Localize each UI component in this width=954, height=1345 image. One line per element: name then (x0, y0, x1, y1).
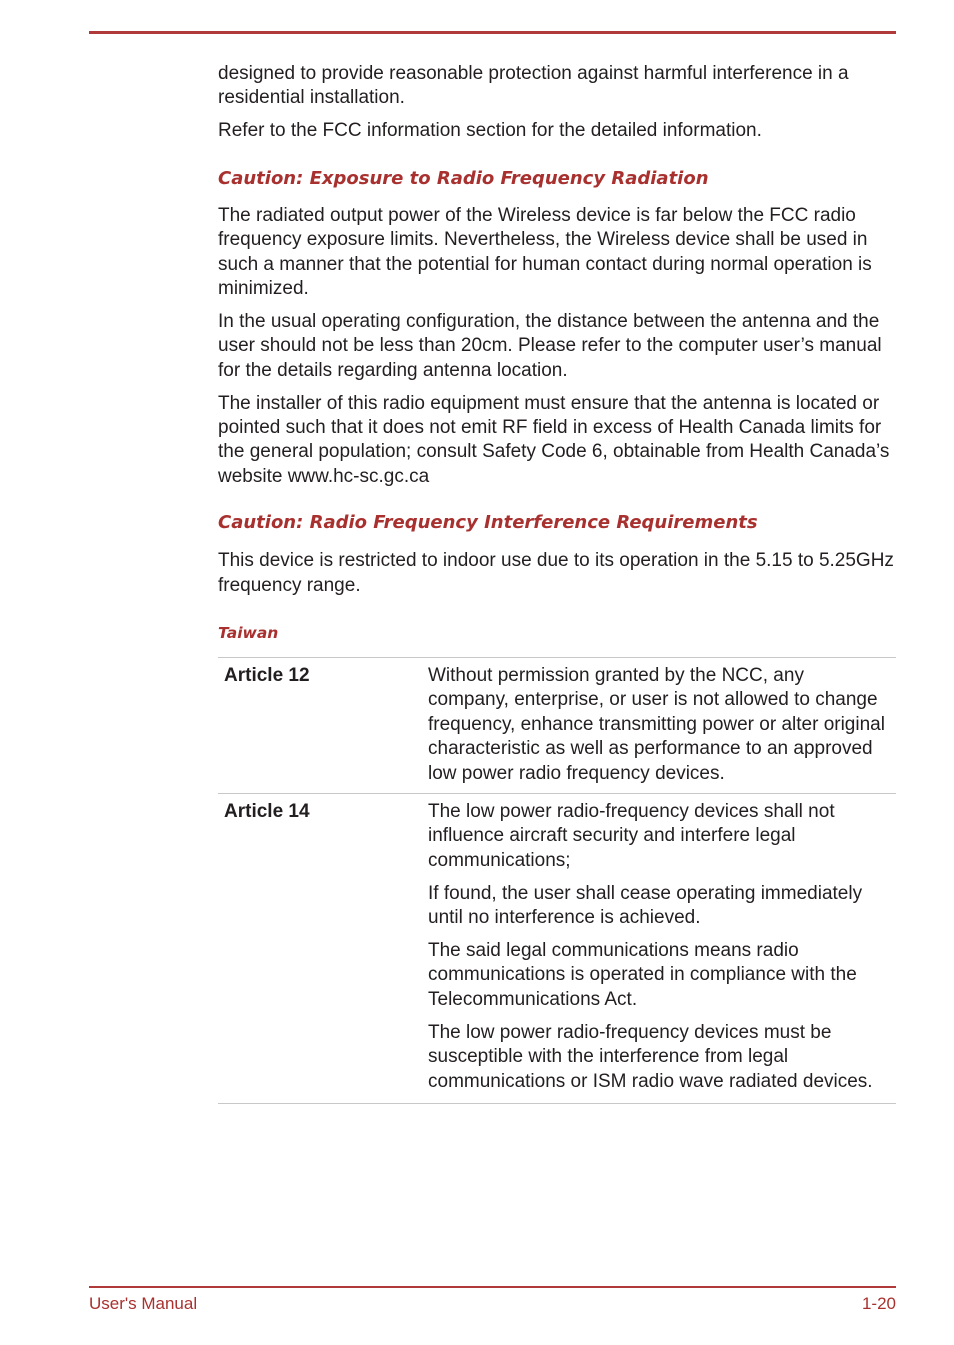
article-paragraph: The said legal communications means radio communications is operated in compliance with the Telecommunications Act. (428, 940, 857, 1010)
article-paragraph: The low power radio-frequency devices must be susceptible with the interference from legal communications or ISM radio wave radiated devices. (428, 1021, 873, 1092)
table-row (218, 794, 896, 1104)
table-row (218, 658, 896, 794)
footer-manual-title: User's Manual (89, 1294, 198, 1313)
body-paragraph: In the usual operating configuration, the distance between the antenna and the user should not be less than 20cm. Please refer to the computer user’s manual for the details regarding antenna location. (218, 310, 882, 381)
article-text (428, 658, 896, 794)
body-paragraph: The radiated output power of the Wireless device is far below the FCC radio frequency exposure limits. Nevertheless, the Wireless device shall be used in such a manner that the potential for human contact during normal operation is minimized. (218, 204, 872, 299)
taiwan-articles-table (218, 657, 896, 1104)
page-number: 1-20 (861, 1294, 896, 1313)
intro-paragraph: Refer to the FCC information section for the detailed information. (218, 120, 762, 142)
body-paragraph: This device is restricted to indoor use due to its operation in the 5.15 to 5.25GHz frequency range. (218, 550, 894, 596)
article-paragraph: The low power radio-frequency devices shall not influence aircraft security and interfere legal communications; (428, 801, 835, 871)
body-paragraph: The installer of this radio equipment must ensure that the antenna is located or pointed such that it does not emit RF field in excess of Health Canada limits for the general population; consult Safety Code 6, obtainable from Health Canada’s website www.hc-sc.gc.ca (218, 392, 890, 487)
article-label: Article 14 (224, 801, 310, 823)
intro-paragraph: designed to provide reasonable protection against harmful interference in a residential installation. (218, 63, 849, 109)
header-rule (89, 31, 896, 34)
article-label: Article 12 (224, 665, 310, 686)
page-content (218, 62, 896, 1104)
article-paragraph: If found, the user shall cease operating immediately until no interference is achieved. (428, 882, 863, 929)
footer-rule (89, 1286, 896, 1288)
article-paragraph: Without permission granted by the NCC, any company, enterprise, or user is not allowed to change frequency, enhance transmitting power or alter original characteristic as well as performance to an approved low power radio frequency devices. (428, 665, 885, 784)
section-heading-rf-exposure: Caution: Exposure to Radio Frequency Radiation (218, 167, 709, 189)
article-text (428, 794, 896, 1104)
section-heading-rf-interference: Caution: Radio Frequency Interference Requirements (218, 512, 758, 534)
section-heading-taiwan: Taiwan (218, 624, 279, 642)
